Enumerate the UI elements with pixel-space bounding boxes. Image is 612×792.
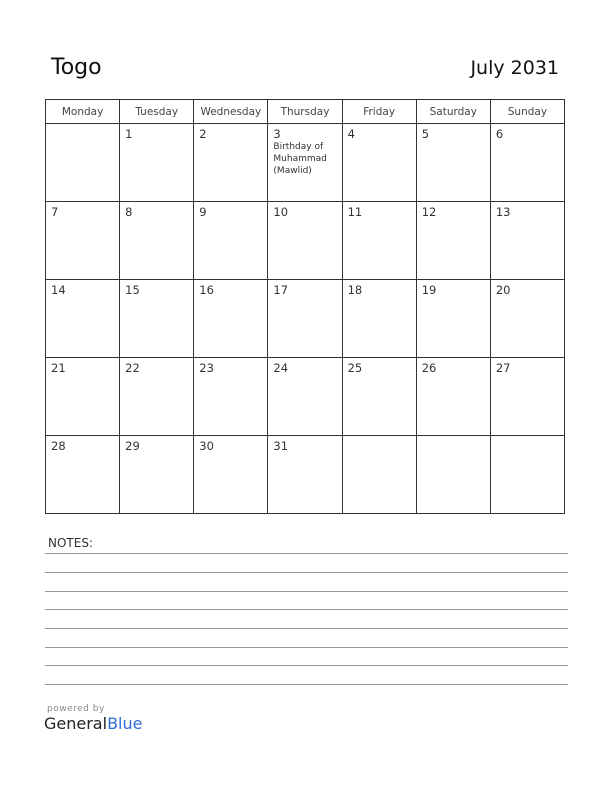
day-cell xyxy=(46,436,120,514)
day-number: 4 xyxy=(347,127,355,141)
day-cell xyxy=(194,436,268,514)
day-number: 3 xyxy=(273,127,281,141)
weekday-header: Friday xyxy=(342,100,416,124)
day-number: 9 xyxy=(199,205,207,219)
day-number: 18 xyxy=(347,283,363,297)
week-row xyxy=(46,202,565,280)
day-number: 22 xyxy=(125,361,140,375)
note-line xyxy=(45,572,568,573)
week-row xyxy=(46,436,565,514)
day-cell xyxy=(46,202,120,280)
day-number: 11 xyxy=(347,205,363,219)
day-number: 23 xyxy=(199,361,214,375)
day-cell xyxy=(342,358,416,436)
brand-name xyxy=(44,714,142,733)
day-cell xyxy=(194,358,268,436)
day-number: 15 xyxy=(125,283,140,297)
day-cell xyxy=(120,202,194,280)
day-cell xyxy=(194,280,268,358)
day-number: 28 xyxy=(51,439,66,453)
day-cell xyxy=(268,280,342,358)
day-cell xyxy=(490,280,564,358)
note-line xyxy=(45,628,568,629)
day-number: 29 xyxy=(125,439,140,453)
day-number: 26 xyxy=(421,361,437,375)
note-line xyxy=(45,647,568,648)
day-cell xyxy=(490,358,564,436)
day-number: 2 xyxy=(199,127,207,141)
weekday-header: Thursday xyxy=(268,100,342,124)
day-number: 27 xyxy=(495,361,511,375)
day-cell xyxy=(490,202,564,280)
brand-name-general: General xyxy=(44,714,108,733)
weekday-header: Tuesday xyxy=(120,100,194,124)
day-cell xyxy=(416,202,490,280)
day-number: 6 xyxy=(495,127,504,141)
weekday-header: Wednesday xyxy=(194,100,268,124)
day-number: 20 xyxy=(495,283,511,297)
day-number: 31 xyxy=(273,439,289,453)
day-cell xyxy=(342,124,416,202)
weekday-header: Monday xyxy=(46,100,120,124)
day-number: 25 xyxy=(347,361,363,375)
day-cell xyxy=(194,124,268,202)
page-title: Togo xyxy=(51,55,102,80)
day-number: 17 xyxy=(273,283,289,297)
day-number: 5 xyxy=(421,127,430,141)
brand-name-blue: Blue xyxy=(107,714,143,733)
brand-logo xyxy=(44,704,142,733)
day-cell xyxy=(46,358,120,436)
day-number: 16 xyxy=(199,283,214,297)
week-row xyxy=(46,124,565,202)
day-number: 7 xyxy=(51,205,59,219)
day-cell xyxy=(342,202,416,280)
day-number: 13 xyxy=(495,205,511,219)
day-number: 8 xyxy=(125,205,133,219)
day-cell xyxy=(342,280,416,358)
day-number: 21 xyxy=(51,361,66,375)
day-cell xyxy=(268,124,342,202)
day-number: 12 xyxy=(421,205,437,219)
note-line xyxy=(45,591,568,592)
day-cell xyxy=(120,358,194,436)
note-line xyxy=(45,553,568,554)
day-cell xyxy=(342,436,416,514)
day-number: 30 xyxy=(199,439,214,453)
notes-label: NOTES: xyxy=(48,536,93,550)
holiday-label: Birthday of Muhammad (Mawlid) xyxy=(273,142,327,176)
week-row xyxy=(46,280,565,358)
week-row xyxy=(46,358,565,436)
day-number: 14 xyxy=(51,283,66,297)
day-cell xyxy=(46,124,120,202)
day-number: 24 xyxy=(273,361,289,375)
note-line xyxy=(45,665,568,666)
day-cell xyxy=(416,358,490,436)
calendar-grid xyxy=(45,99,565,514)
day-cell xyxy=(416,124,490,202)
weekday-header: Saturday xyxy=(416,100,490,124)
day-cell xyxy=(46,280,120,358)
day-number: 1 xyxy=(125,127,133,141)
day-cell xyxy=(268,202,342,280)
day-cell xyxy=(490,436,564,514)
note-line xyxy=(45,684,568,685)
day-cell xyxy=(120,280,194,358)
day-cell xyxy=(194,202,268,280)
weekday-header: Sunday xyxy=(490,100,564,124)
day-cell xyxy=(268,436,342,514)
month-year-label: July 2031 xyxy=(470,57,559,79)
day-cell xyxy=(490,124,564,202)
note-line xyxy=(45,609,568,610)
day-number: 19 xyxy=(421,283,437,297)
powered-by-label: powered by xyxy=(47,704,105,714)
weekday-header-row xyxy=(46,100,565,124)
day-cell xyxy=(416,436,490,514)
day-cell xyxy=(268,358,342,436)
day-cell xyxy=(120,436,194,514)
day-cell xyxy=(120,124,194,202)
day-cell xyxy=(416,280,490,358)
day-number: 10 xyxy=(273,205,289,219)
